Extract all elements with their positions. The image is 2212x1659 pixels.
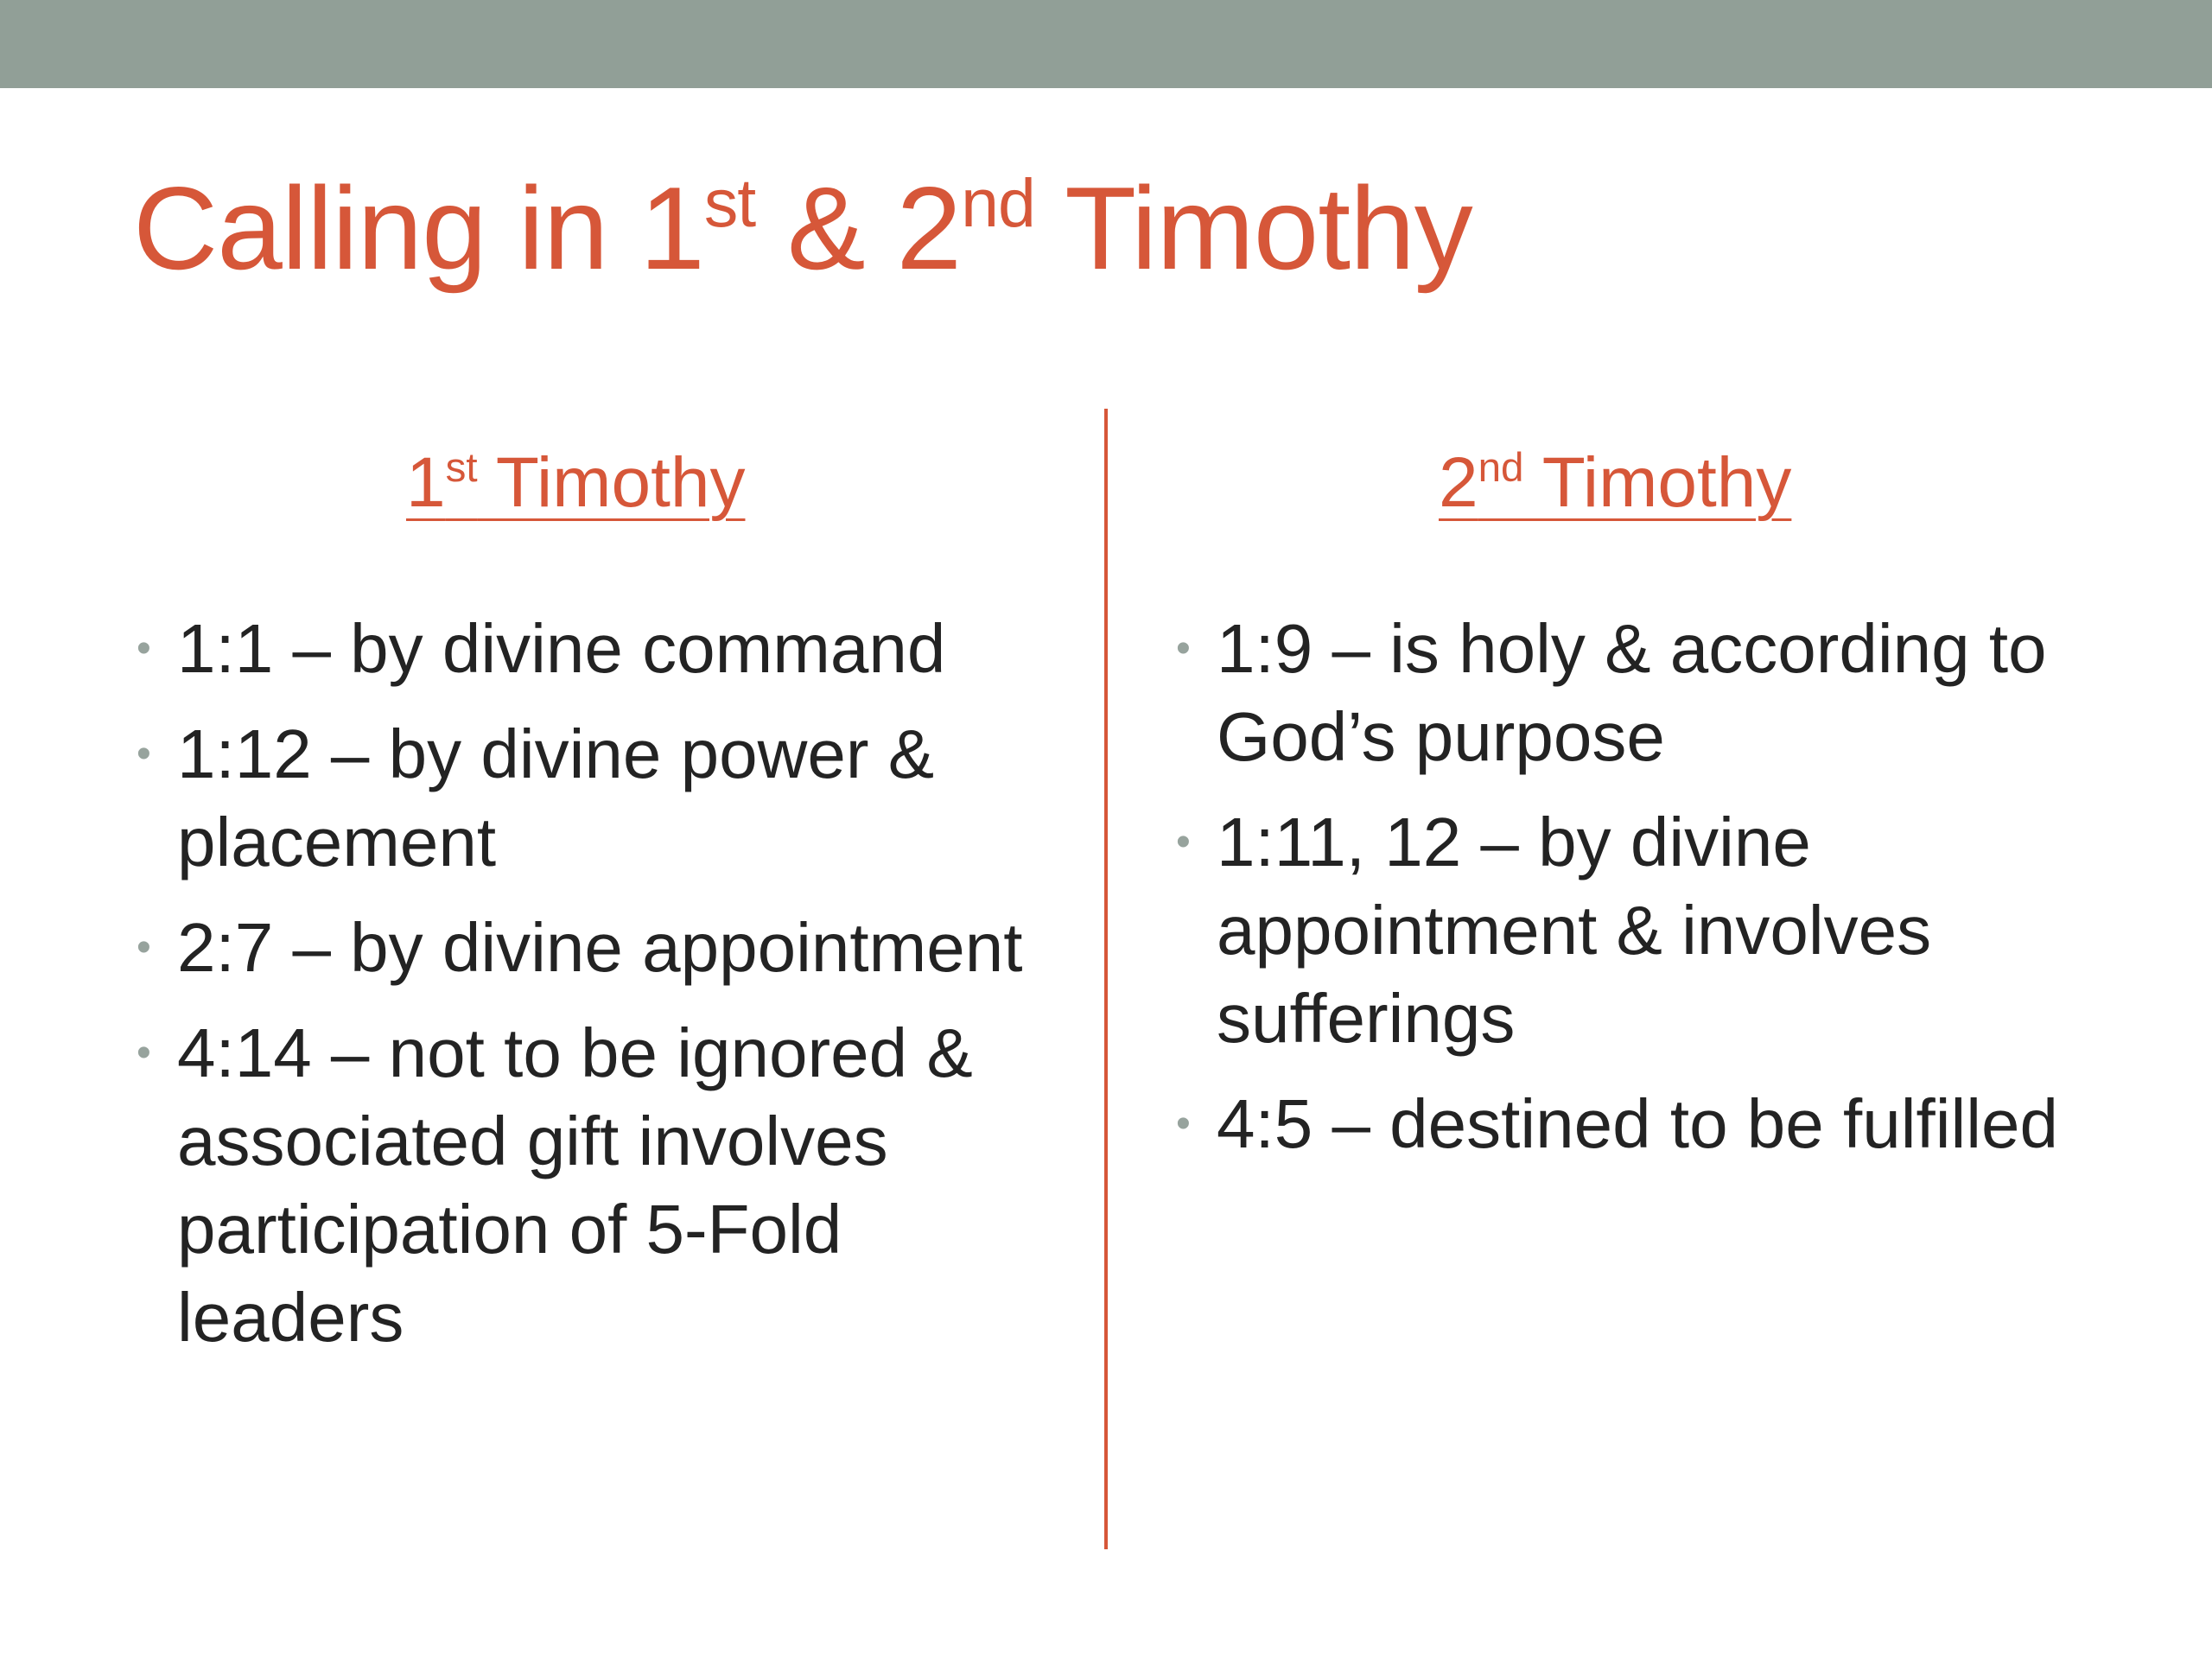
right-heading-number: 2 xyxy=(1439,443,1478,522)
list-item xyxy=(130,1009,1080,1362)
title-part-3: Timothy xyxy=(1034,162,1472,294)
bullet-icon: • xyxy=(1176,626,1191,671)
list-item-text: 1:9 – is holy & according to God’s purpose xyxy=(1217,610,2047,775)
bullet-icon: • xyxy=(1176,1101,1191,1147)
list-item xyxy=(1169,605,2137,781)
list-item-text: 1:11, 12 – by divine appointment & involves sufferings xyxy=(1217,804,1932,1057)
right-bullet-list xyxy=(1169,605,2137,1185)
left-heading-superscript: st xyxy=(445,444,478,491)
left-heading-number: 1 xyxy=(406,443,446,522)
slide-title xyxy=(133,162,1472,294)
bullet-icon: • xyxy=(137,1030,151,1076)
bullet-icon: • xyxy=(137,925,151,970)
right-heading-superscript: nd xyxy=(1478,444,1524,491)
list-item xyxy=(1169,1080,2137,1168)
bullet-icon: • xyxy=(1176,819,1191,865)
left-column-heading xyxy=(406,443,746,522)
bullet-icon: • xyxy=(137,626,151,671)
list-item-text: 2:7 – by divine appointment xyxy=(177,909,1023,986)
list-item-text: 4:14 – not to be ignored & associated gift involves participation of 5-Fold leaders xyxy=(177,1014,973,1356)
title-part-2: & 2 xyxy=(755,162,962,294)
title-part-1: Calling in 1 xyxy=(133,162,704,294)
top-bar xyxy=(0,0,2212,88)
list-item-text: 1:1 – by divine command xyxy=(177,610,946,687)
column-divider xyxy=(1104,409,1108,1549)
right-column-heading xyxy=(1439,443,1792,522)
list-item-text: 1:12 – by divine power & placement xyxy=(177,715,935,880)
list-item-text: 4:5 – destined to be fulfilled xyxy=(1217,1085,2059,1162)
right-heading-text: Timothy xyxy=(1523,443,1792,522)
list-item xyxy=(130,605,1080,693)
list-item xyxy=(1169,798,2137,1063)
title-superscript-2: nd xyxy=(961,165,1035,242)
title-superscript-1: st xyxy=(703,165,756,242)
bullet-icon: • xyxy=(137,731,151,777)
list-item xyxy=(130,904,1080,992)
list-item xyxy=(130,710,1080,887)
left-heading-text: Timothy xyxy=(477,443,746,522)
left-bullet-list xyxy=(130,605,1080,1379)
